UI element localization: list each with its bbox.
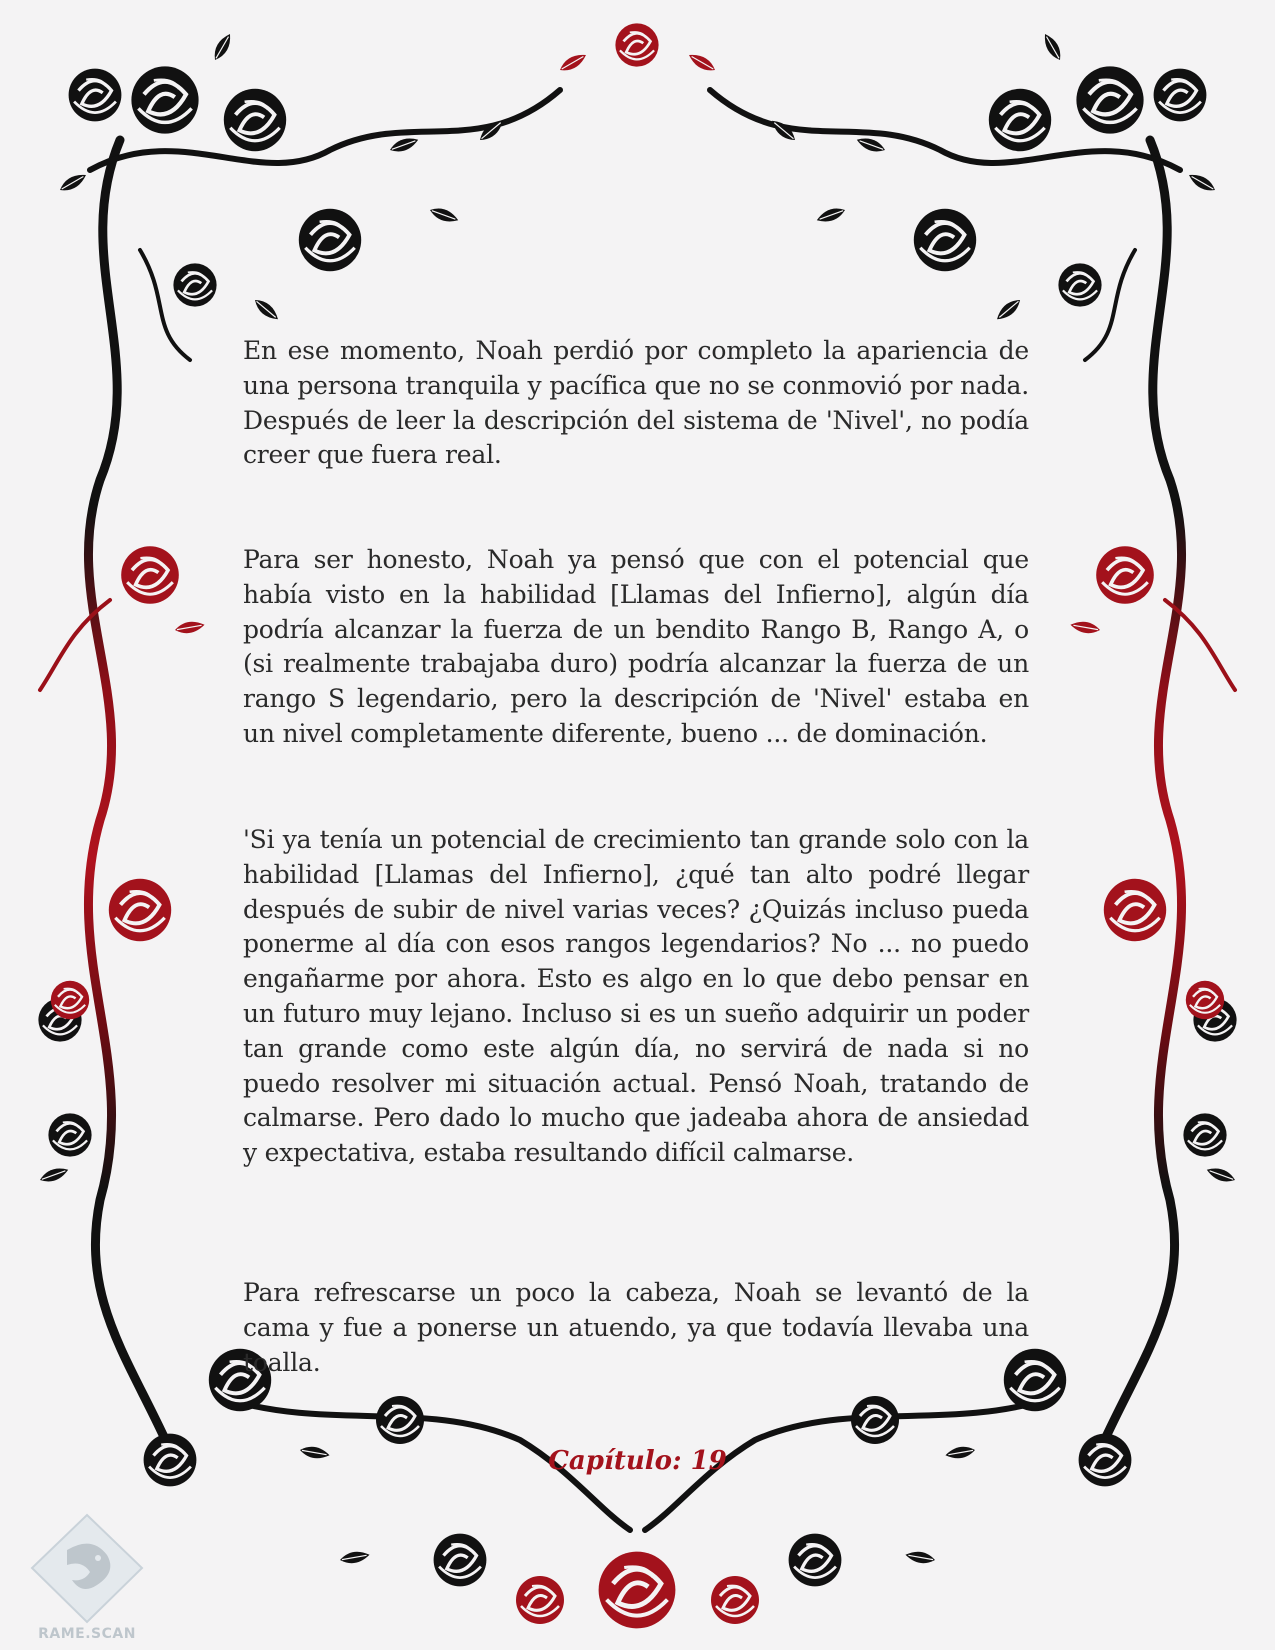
watermark-logo: [22, 1510, 152, 1645]
paragraph-text: En ese momento, Noah perdió por completo la apariencia de una persona tranquila y pacífica que no se conmovió por nada. Después de leer la descripción del sistema de 'Nivel', no podía creer que fuera real.: [243, 336, 1029, 470]
watermark-text: RAME.SCAN: [38, 1626, 136, 1642]
paragraph-text: 'Si ya tenía un potencial de crecimiento tan grande solo con la habilidad [Llamas del Infierno], ¿qué tan alto podré llegar después de subir de nivel varias veces? ¿Quizás incluso pueda ponerme al día con esos rangos legendarios? No ... no puedo engañarme por ahora. Esto es algo en lo que debo pensar en un futuro muy lejano. Incluso si es un sueño adquirir un poder tan grande como este algún día, no servirá de nada si no puedo resolver mi situación actual. Pensó Noah, tratando de calmarse. Pero dado lo mucho que jadeaba ahora de ansiedad y expectativa, estaba resultando difícil calmarse.: [243, 825, 1029, 1168]
paragraph-text: Para refrescarse un poco la cabeza, Noah se levantó de la cama y fue a ponerse un atuendo, ya que todavía llevaba una toalla.: [243, 1278, 1029, 1377]
paragraph-1: [243, 334, 1029, 473]
paragraph-4: [243, 1276, 1029, 1380]
dragon-logo-icon: [22, 1510, 152, 1628]
paragraph-2: [243, 543, 1029, 752]
chapter-label: Capítulo: 19: [548, 1446, 727, 1476]
paragraph-3: [243, 823, 1029, 1171]
paragraph-text: Para ser honesto, Noah ya pensó que con el potencial que había visto en la habilidad [Llamas del Infierno], algún día podría alcanzar la fuerza de un bendito Rango B, Rango A, o (si realmente trabajaba duro) podría alcanzar la fuerza de un rango S legendario, pero la descripción de 'Nivel' estaba en un nivel completamente diferente, bueno ... de dominación.: [243, 545, 1029, 748]
